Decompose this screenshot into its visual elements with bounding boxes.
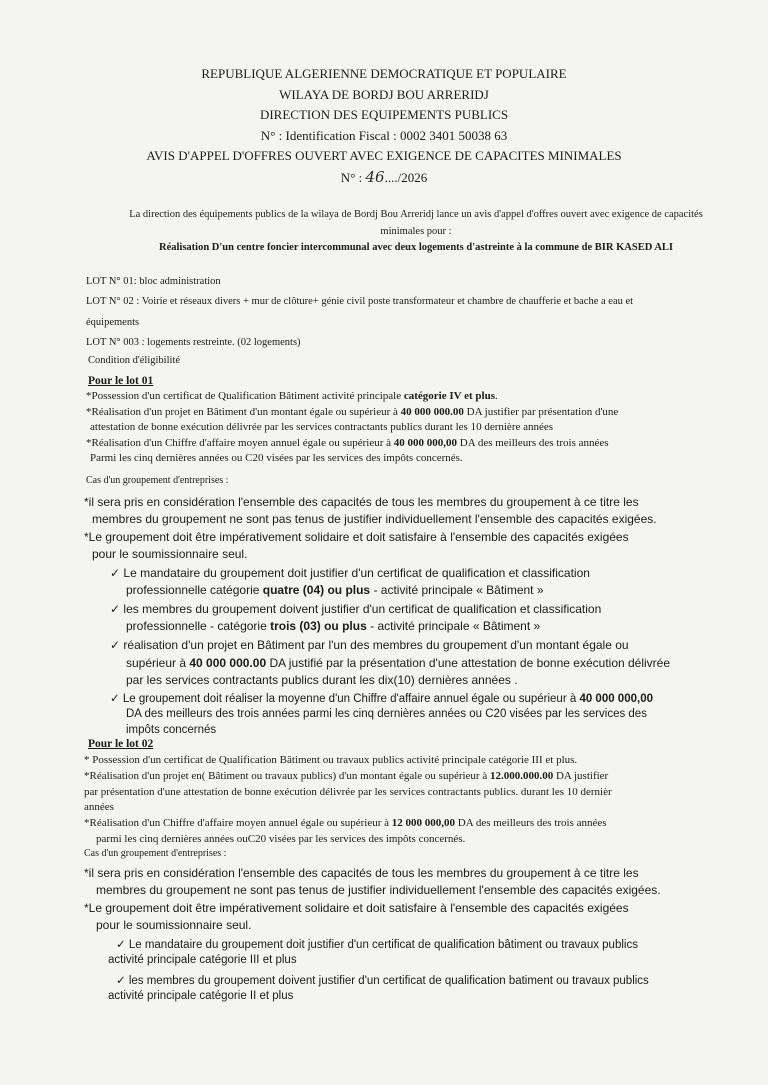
header-fiscal-id: N° : Identification Fiscal : 0002 3401 50038 63 — [260, 127, 508, 143]
lot-2-req-2a: *Réalisation d'un projet en( Bâtiment ou travaux publics) d'un montant égale ou supérieur à 12.000.000.00 DA justifier — [84, 770, 609, 782]
lot-1-group-1a: *il sera pris en considération l'ensemble des capacités de tous les membres du groupement à ce titre les — [84, 495, 639, 509]
lot-2-check-2a: ✓ les membres du groupement doivent justifier d'un certificat de qualification batiment ou travaux publics — [116, 973, 649, 987]
lot-1-req-1: *Possession d'un certificat de Qualification Bâtiment activité principale catégorie IV et plus. — [86, 390, 498, 402]
intro-paragraph — [86, 206, 746, 240]
check-icon: ✓ — [110, 566, 121, 580]
lot-1-check-3a: ✓ réalisation d'un projet en Bâtiment par l'un des membres du groupement d'un montant égale ou — [110, 638, 629, 652]
lot-3-line: LOT N° 003 : logements restreinte. (02 logements) — [86, 337, 301, 348]
lot-2-check-1a: ✓ Le mandataire du groupement doit justifier d'un certificat de qualification bâtiment ou travaux publics — [116, 937, 638, 951]
lot-1-check-1b: professionnelle catégorie quatre (04) ou plus - activité principale « Bâtiment » — [126, 583, 544, 597]
intro-line-1: La direction des équipements publics de la wilaya de Bordj Bou Arreridj lance un avis d'appel d'offres ouvert avec exigence de capacités — [129, 209, 703, 220]
lot-1-check-2a: ✓ les membres du groupement doivent justifier d'un certificat de qualification et classification — [110, 602, 602, 616]
lot-2-req-3b: parmi les cinq dernières années ouC20 visées par les services des impôts concernés. — [96, 833, 466, 845]
lot-1-check-1a: ✓ Le mandataire du groupement doit justifier d'un certificat de qualification et classification — [110, 566, 590, 580]
lot-2-line-b: équipements — [86, 317, 140, 328]
lot-1-req-3b: Parmi les cinq dernières années ou C20 visées par les services des impôts concernés. — [90, 452, 463, 464]
check-icon: ✓ — [110, 691, 120, 705]
eligibility-condition: Condition d'éligibilité — [88, 355, 181, 366]
lot-1-check-4b: DA des meilleurs des trois années parmi les cinq dernières années ou C20 visées par les services des — [126, 708, 647, 720]
check-icon: ✓ — [116, 937, 126, 951]
lot-2-group-1b: membres du groupement ne sont pas tenus de justifier individuellement l'ensemble des capacités exigées. — [96, 883, 661, 897]
check-icon: ✓ — [110, 602, 121, 616]
lot-2-title: Pour le lot 02 — [88, 738, 154, 750]
lot-2-group-2b: pour le soumissionnaire seul. — [96, 918, 252, 932]
lot-2-req-2c: années — [84, 801, 114, 813]
document-header — [0, 64, 768, 188]
project-object: Réalisation D'un centre foncier intercommunal avec deux logements d'astreinte à la commune de BIR KASED ALI — [159, 242, 673, 253]
check-icon: ✓ — [116, 973, 126, 987]
check-icon: ✓ — [110, 638, 121, 652]
lot-2-line-a: LOT N° 02 : Voirie et réseaux divers + mur de clôture+ génie civil poste transformateur et chambre de chaufferie et bache a eau et — [86, 296, 634, 307]
lot-2-req-1: * Possession d'un certificat de Qualification Bâtiment ou travaux publics activité principale catégorie III et plus. — [84, 754, 578, 766]
lot-1-group-title: Cas d'un groupement d'entreprises : — [86, 475, 229, 486]
lot-2-req-2b: par présentation d'une attestation de bonne exécution délivrée par les services contractants publics. durant les 10 dernièr — [84, 786, 612, 798]
number-prefix: N° : — [340, 169, 366, 185]
lot-2-group-1a: *il sera pris en considération l'ensemble des capacités de tous les membres du groupement à ce titre les — [84, 866, 639, 880]
lot-2-check-1b: activité principale catégorie III et plus — [108, 954, 297, 966]
lot-1-check-2b: professionnelle - catégorie trois (03) ou plus - activité principale « Bâtiment » — [126, 619, 541, 633]
lot-1-line: LOT N° 01: bloc administration — [86, 276, 221, 287]
header-number — [0, 167, 768, 189]
lot-1-group-1b: membres du groupement ne sont pas tenus de justifier individuellement l'ensemble des capacités exigées. — [92, 512, 657, 526]
lot-1-check-4c: impôts concernés — [126, 724, 217, 736]
lot-1-check-3c: par les services contractants publics durant les dix(10) dernières années . — [126, 673, 518, 687]
header-republic: REPUBLIQUE ALGERIENNE DEMOCRATIQUE ET POPULAIRE — [201, 66, 567, 81]
lot-1-check-4a: ✓ Le groupement doit réaliser la moyenne d'un Chiffre d'affaire annuel égale ou supérieur à 40 000 000,00 — [110, 691, 653, 705]
lot-1-check-3b: supérieur à 40 000 000.00 DA justifié par la présentation d'une attestation de bonne exécution délivrée — [126, 656, 671, 670]
header-title: AVIS D'APPEL D'OFFRES OUVERT AVEC EXIGENCE DE CAPACITES MINIMALES — [146, 148, 622, 163]
lot-1-req-2a: *Réalisation d'un projet en Bâtiment d'un montant égale ou supérieur à 40 000 000.00 DA justifier par présentation d'une — [86, 406, 619, 418]
header-wilaya: WILAYA DE BORDJ BOU ARRERIDJ — [279, 86, 489, 102]
handwritten-number: 46 — [365, 167, 385, 186]
lot-2-check-2b: activité principale catégorie II et plus — [108, 990, 294, 1002]
lot-1-group-2b: pour le soumissionnaire seul. — [92, 547, 248, 561]
lot-1-title: Pour le lot 01 — [88, 375, 154, 387]
lot-1-group-2a: *Le groupement doit être impérativement solidaire et doit satisfaire à l'ensemble des capacités exigées — [84, 530, 629, 544]
number-suffix: ..../2026 — [384, 169, 428, 185]
intro-line-2: minimales pour : — [380, 226, 452, 237]
lot-1-req-3a: *Réalisation d'un Chiffre d'affaire moyen annuel égale ou supérieur à 40 000 000,00 DA des meilleurs des trois années — [86, 437, 609, 449]
lot-1-req-2b: attestation de bonne exécution délivrée par les services contractants publics durant les 10 dernière années — [90, 421, 554, 433]
lot-2-group-title: Cas d'un groupement d'entreprises : — [84, 848, 227, 859]
lot-2-group-2a: *Le groupement doit être impérativement solidaire et doit satisfaire à l'ensemble des capacités exigées — [84, 901, 629, 915]
lot-2-req-3a: *Réalisation d'un Chiffre d'affaire moyen annuel égale ou supérieur à 12 000 000,00 DA des meilleurs des trois années — [84, 817, 607, 829]
header-direction: DIRECTION DES EQUIPEMENTS PUBLICS — [259, 107, 509, 122]
